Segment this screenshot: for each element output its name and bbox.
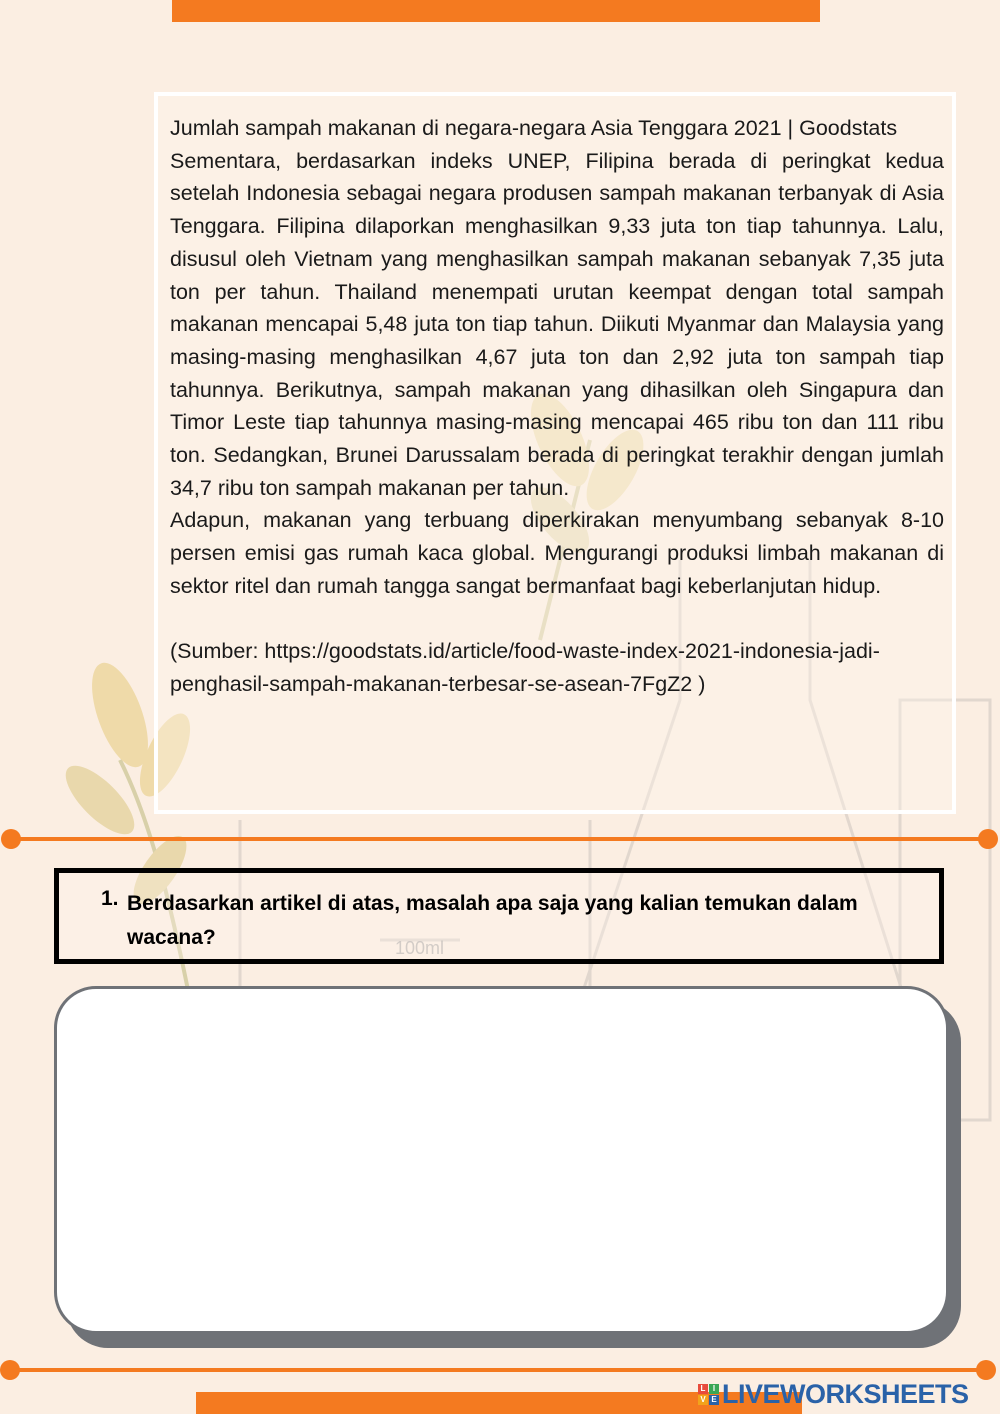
article-paragraph-2: Adapun, makanan yang terbuang diperkirakan menyumbang sebanyak 8-10 persen emisi gas rumah kaca global. Mengurangi produksi limbah makanan di sektor ritel dan rumah tangga sangat bermanfaat bagi keberlanjutan hidup.	[170, 508, 944, 598]
logo-letter-v: V	[698, 1395, 708, 1405]
divider-line-top	[10, 837, 988, 841]
divider-dot-left	[1, 829, 21, 849]
divider-line-bottom	[10, 1368, 988, 1372]
logo-letter-e: E	[709, 1395, 719, 1405]
divider-dot-right-bottom	[976, 1360, 996, 1380]
divider-dot-right	[978, 829, 998, 849]
answer-box	[54, 986, 949, 1334]
logo-letter-l: L	[698, 1384, 708, 1394]
liveworksheets-logo	[698, 1378, 969, 1410]
paragraph-spacer	[170, 603, 944, 636]
liveworksheets-icon	[698, 1384, 719, 1405]
liveworksheets-wordmark: LIVEWORKSHEETS	[722, 1378, 969, 1409]
answer-input[interactable]	[87, 1011, 921, 1311]
article	[170, 112, 944, 701]
question-box	[54, 868, 944, 964]
logo-letter-i: I	[709, 1384, 719, 1394]
beaker-label: 100ml	[395, 938, 445, 958]
question-text: Berdasarkan artikel di atas, masalah apa saja yang kalian temukan dalam wacana?	[127, 892, 858, 949]
article-title: Jumlah sampah makanan di negara-negara Asia Tenggara 2021 | Goodstats	[170, 116, 898, 140]
question-number: 1.	[101, 887, 119, 910]
article-source: (Sumber: https://goodstats.id/article/food-waste-index-2021-indonesia-jadi-penghasil-sampah-makanan-terbesar-se-asean-7FgZ2 )	[170, 639, 880, 696]
divider-dot-left-bottom	[0, 1360, 20, 1380]
article-paragraph-1: Sementara, berdasarkan indeks UNEP, Filipina berada di peringkat kedua setelah Indonesia sebagai negara produsen sampah makanan terbanyak di Asia Tenggara. Filipina dilaporkan menghasilkan 9,33 juta ton tiap tahunnya. Lalu, disusul oleh Vietnam yang menghasilkan sampah makanan sebanyak 7,35 juta ton per tahun. Thailand menempati urutan keempat dengan total sampah makanan mencapai 5,48 juta ton tiap tahun. Diikuti Myanmar dan Malaysia yang masing-masing menghasilkan 4,67 juta ton dan 2,92 juta ton sampah tiap tahunnya. Berikutnya, sampah makanan yang dihasilkan oleh Singapura dan Timor Leste tiap tahunnya masing-masing mencapai 465 ribu ton dan 111 ribu ton. Sedangkan, Brunei Darussalam berada di peringkat terakhir dengan jumlah 34,7 ribu ton sampah makanan per tahun.	[170, 148, 944, 500]
top-accent-bar	[172, 0, 820, 22]
